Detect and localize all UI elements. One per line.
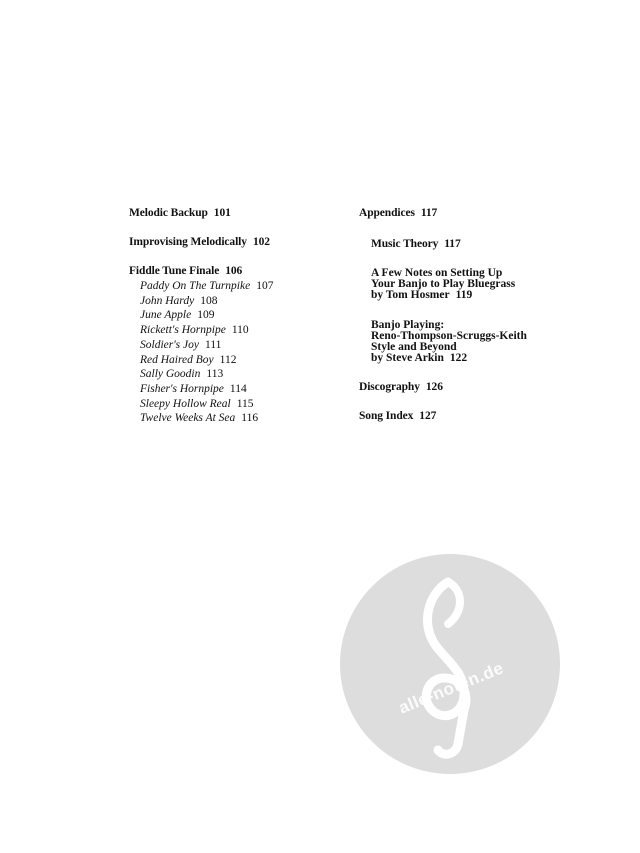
toc-subentry[interactable] bbox=[129, 353, 329, 368]
toc-subentry-page: 110 bbox=[231, 324, 249, 337]
toc-subentry[interactable] bbox=[129, 308, 329, 323]
toc-entry-page: 126 bbox=[425, 380, 443, 393]
toc-subentry-title: Sally Goodin bbox=[140, 368, 201, 381]
treble-clef-icon bbox=[340, 554, 560, 774]
toc-subentry[interactable] bbox=[129, 338, 329, 353]
toc-entry-title: Melodic Backup bbox=[129, 207, 208, 219]
toc-entry-title: Song Index bbox=[359, 409, 414, 422]
toc-subentry-page: 116 bbox=[241, 412, 259, 425]
toc-subentry[interactable] bbox=[129, 294, 329, 309]
toc-entry-page: 122 bbox=[449, 351, 468, 364]
toc-subentry-page: 111 bbox=[205, 338, 222, 351]
toc-subentry-page: 112 bbox=[219, 353, 237, 366]
toc-entry-page: 117 bbox=[420, 207, 438, 219]
toc-subentry[interactable] bbox=[129, 323, 329, 338]
toc-subentry-title: Twelve Weeks At Sea bbox=[140, 412, 236, 425]
toc-entry-line: Style and Beyond bbox=[371, 340, 457, 353]
toc-subentry-page: 115 bbox=[236, 397, 254, 410]
toc-entry-appendices[interactable] bbox=[359, 206, 559, 221]
toc-subentry-title: Sleepy Hollow Real bbox=[140, 397, 231, 410]
toc-entry-setup-notes[interactable] bbox=[359, 268, 559, 300]
toc-subentry-title: Soldier's Joy bbox=[140, 338, 199, 351]
toc-subentry-page: 113 bbox=[206, 368, 224, 381]
toc-entry-line: Banjo Playing: bbox=[371, 319, 445, 332]
toc-entry-author: by Steve Arkin bbox=[371, 351, 444, 364]
toc-subentry[interactable] bbox=[129, 367, 329, 382]
toc-entry-line: Your Banjo to Play Bluegrass bbox=[371, 277, 516, 290]
toc-entry-line: Reno-Thompson-Scruggs-Keith bbox=[371, 330, 527, 343]
toc-subentry[interactable] bbox=[129, 411, 329, 426]
toc-entry-title: Music Theory bbox=[371, 238, 439, 250]
toc-subentry-title: Rickett's Hornpipe bbox=[140, 324, 226, 337]
toc-subentry[interactable] bbox=[129, 382, 329, 397]
toc-left-column bbox=[129, 206, 329, 426]
toc-entry-discography[interactable] bbox=[359, 380, 559, 395]
toc-entry-page: 106 bbox=[225, 265, 243, 277]
toc-entry-page: 119 bbox=[455, 288, 473, 301]
toc-entry-title: Fiddle Tune Finale bbox=[129, 265, 220, 277]
toc-subentry-title: Fisher's Hornpipe bbox=[140, 382, 224, 395]
toc-entry-page: 102 bbox=[252, 236, 270, 248]
fiddle-tune-list bbox=[129, 279, 329, 426]
watermark-text: alle-noten.de bbox=[396, 658, 507, 718]
toc-subentry-page: 107 bbox=[256, 280, 274, 292]
toc-subentry-title: Paddy On The Turnpike bbox=[140, 280, 251, 292]
toc-subentry[interactable] bbox=[129, 397, 329, 412]
toc-subentry[interactable] bbox=[129, 279, 329, 294]
toc-entry-melodic-backup[interactable] bbox=[129, 206, 329, 221]
toc-entry-line: A Few Notes on Setting Up bbox=[371, 267, 503, 279]
toc-entry-page: 117 bbox=[444, 238, 461, 250]
toc-entry-page: 101 bbox=[213, 207, 231, 219]
toc-entry-fiddle-tune-finale[interactable] bbox=[129, 264, 329, 279]
toc-subentry-title: June Apple bbox=[140, 309, 192, 322]
toc-subentry-page: 108 bbox=[200, 294, 218, 307]
toc-entry-banjo-playing[interactable] bbox=[359, 320, 559, 363]
toc-entry-title: Appendices bbox=[359, 207, 415, 219]
toc-right-column bbox=[359, 206, 559, 424]
toc-entry-title: Improvising Melodically bbox=[129, 236, 247, 248]
toc-entry-title: Discography bbox=[359, 380, 420, 393]
toc-entry-author: by Tom Hosmer bbox=[371, 288, 450, 301]
toc-subentry-page: 109 bbox=[197, 309, 215, 322]
toc-entry-line bbox=[359, 290, 559, 301]
toc-entry-song-index[interactable] bbox=[359, 409, 559, 424]
toc-subentry-title: Red Haired Boy bbox=[140, 353, 214, 366]
toc-subentry-page: 114 bbox=[229, 382, 247, 395]
toc-entry-line bbox=[359, 353, 559, 364]
toc-entry-improvising[interactable] bbox=[129, 235, 329, 250]
toc-entry-page: 127 bbox=[419, 409, 437, 422]
toc-subentry-title: John Hardy bbox=[140, 294, 195, 307]
toc-entry-music-theory[interactable] bbox=[359, 237, 559, 252]
